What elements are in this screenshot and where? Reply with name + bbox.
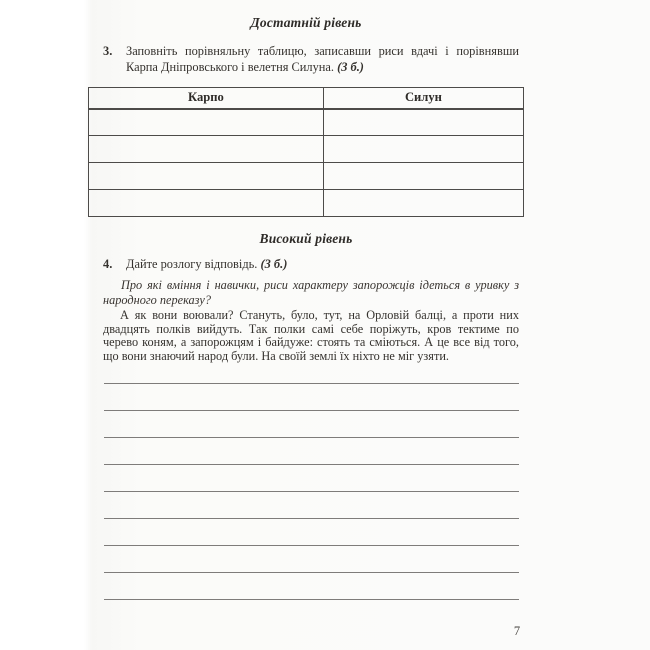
task-4-score: (3 б.) (260, 257, 288, 271)
column-header-karpo: Карпо (89, 88, 324, 109)
question-prompt: Про які вміння і навички, риси характеру запорожців ідеться в уривку з народного переказу? (103, 278, 519, 307)
table-cell-sylun (323, 136, 523, 163)
task-4-number: 4. (103, 257, 113, 271)
task-4-instruction: Дайте розлогу відповідь. (126, 257, 258, 271)
table-cell-sylun (323, 109, 523, 136)
folk-tale-passage: А як вони воювали? Стануть, було, тут, на Орловій балці, а проти них двадцять полків вийдуть. Так полки самі себе поріжуть, кров тектиме по черево коням, а запорожцям і байдуже: стоять та сміються. А це все від того, що вони знаючий народ були. На своїй землі їх ніхто не міг узяти. (103, 308, 519, 363)
writing-line (104, 573, 519, 600)
answer-lines (104, 357, 519, 600)
table-row (89, 163, 524, 190)
task-3 (103, 43, 519, 75)
table-cell-karpo (89, 136, 324, 163)
column-header-sylun: Силун (323, 88, 523, 109)
table-cell-sylun (323, 190, 523, 217)
comparison-table (88, 87, 524, 217)
table-cell-karpo (89, 109, 324, 136)
writing-line (104, 357, 519, 384)
writing-line (104, 519, 519, 546)
writing-line (104, 546, 519, 573)
writing-line (104, 384, 519, 411)
writing-line (104, 492, 519, 519)
comparison-table-header-row (89, 88, 524, 109)
writing-line (104, 411, 519, 438)
section-title-sufficient-level: Достатній рівень (250, 15, 362, 30)
page-number: 7 (513, 624, 521, 638)
task-3-number: 3. (103, 44, 113, 58)
table-cell-karpo (89, 190, 324, 217)
task-4 (103, 256, 519, 272)
table-row (89, 190, 524, 217)
table-row (89, 109, 524, 136)
comparison-table-body (89, 109, 524, 217)
section-title-high-level: Високий рівень (259, 231, 353, 246)
task-3-instruction: Заповніть порівняльну таблицю, записавши риси вдачі і порівнявши Карпа Дніпровського і велетня Силуна. (126, 44, 519, 74)
table-cell-karpo (89, 163, 324, 190)
task-3-score: (3 б.) (337, 60, 364, 74)
writing-line (104, 438, 519, 465)
table-row (89, 136, 524, 163)
task-3-text (126, 43, 519, 75)
task-4-text (126, 256, 519, 272)
writing-line (104, 465, 519, 492)
table-cell-sylun (323, 163, 523, 190)
